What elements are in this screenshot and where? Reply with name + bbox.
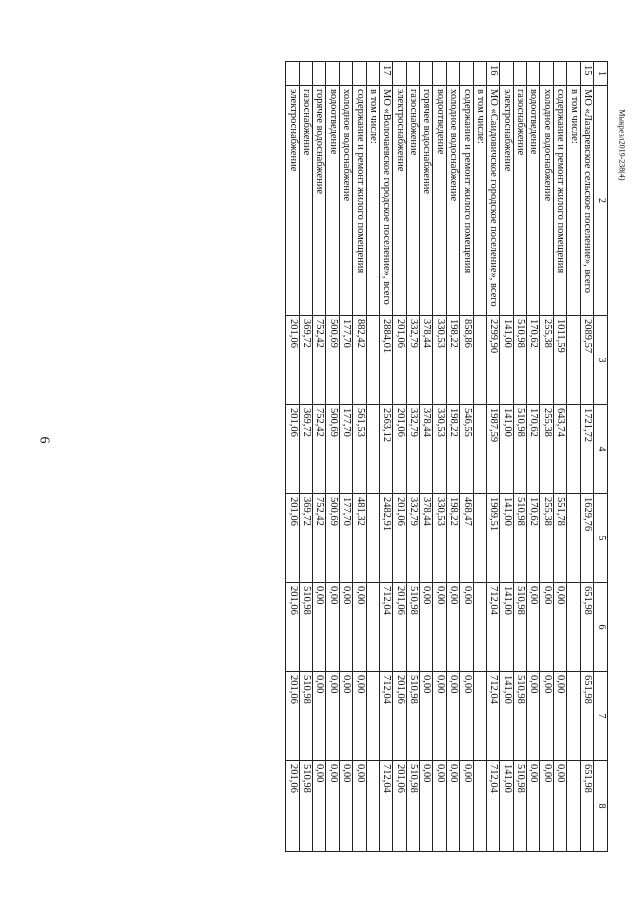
value-cell: 378,44 [420,405,433,494]
table-row [540,62,553,852]
row-label-cell: водоотведение [433,86,446,316]
value-cell: 0,00 [353,583,366,672]
value-cell: 546,55 [460,405,473,494]
table-row [326,62,339,852]
value-cell: 0,00 [353,761,366,852]
column-header: 7 [594,672,608,761]
value-cell [473,761,486,852]
value-cell: 369,72 [299,405,312,494]
value-cell: 858,86 [460,316,473,405]
value-cell: 201,06 [286,316,299,405]
table-row [339,62,352,852]
value-cell: 752,42 [313,316,326,405]
value-cell [473,405,486,494]
table-row [567,62,580,852]
row-label-cell: горячее водоснабжение [420,86,433,316]
row-label-cell: содержание и ремонт жилого помещения [460,86,473,316]
value-cell: 0,00 [446,672,459,761]
table-row [353,62,366,852]
column-header: 1 [594,62,608,86]
row-number-cell: 15 [580,62,593,86]
value-cell: 332,79 [406,316,419,405]
row-label-cell: МО «Саидовичское городское поселение», всего [487,86,500,316]
value-cell: 378,44 [420,316,433,405]
value-cell: 255,38 [540,316,553,405]
row-label-cell: водоотведение [527,86,540,316]
value-cell: 0,00 [460,583,473,672]
row-label-cell: содержание и ремонт жилого помещения [353,86,366,316]
value-cell: 177,70 [339,316,352,405]
table-row [313,62,326,852]
value-cell: 712,04 [380,761,393,852]
value-cell: 141,00 [500,761,513,852]
row-number-cell [567,62,580,86]
row-label-cell: МО «Волочаевское городское поселение», всего [380,86,393,316]
table-container [96,61,608,851]
row-number-cell [433,62,446,86]
value-cell: 201,06 [393,672,406,761]
document-reference-text: Мыкрезл2019-238(4) [617,109,627,181]
value-cell: 752,42 [313,405,326,494]
value-cell [366,316,379,405]
row-number-cell [326,62,339,86]
value-cell: 332,79 [406,405,419,494]
value-cell: 0,00 [420,583,433,672]
document-reference [612,50,632,240]
row-number-cell [339,62,352,86]
row-label-cell: газоснабжение [406,86,419,316]
column-header: 4 [594,405,608,494]
value-cell: 651,98 [580,672,593,761]
value-cell: 510,98 [299,761,312,852]
value-cell [567,761,580,852]
page-number: 6 [36,436,52,444]
rotated-table [96,61,608,851]
value-cell: 0,00 [313,672,326,761]
value-cell: 332,79 [406,494,419,583]
table-row [473,62,486,852]
value-cell: 500,69 [326,316,339,405]
value-cell: 712,04 [487,672,500,761]
value-cell: 0,00 [553,583,566,672]
value-cell: 0,00 [553,672,566,761]
value-cell: 141,00 [500,583,513,672]
value-cell: 712,04 [380,583,393,672]
value-cell: 201,06 [286,672,299,761]
value-cell: 0,00 [339,672,352,761]
value-cell: 170,62 [527,494,540,583]
value-cell: 0,00 [326,583,339,672]
value-cell: 201,06 [286,405,299,494]
column-header: 5 [594,494,608,583]
value-cell: 1721,72 [580,405,593,494]
value-cell: 1629,76 [580,494,593,583]
row-number-cell [393,62,406,86]
value-cell: 510,98 [406,583,419,672]
value-cell: 141,00 [500,316,513,405]
row-label-cell: МО «Лазаревское сельское поселение», всего [580,86,593,316]
value-cell: 255,38 [540,405,553,494]
table-row [286,62,299,852]
value-cell: 712,04 [380,672,393,761]
table-row [553,62,566,852]
value-cell [366,583,379,672]
value-cell: 643,74 [553,405,566,494]
value-cell: 0,00 [433,672,446,761]
value-cell: 0,00 [446,761,459,852]
row-number-cell [500,62,513,86]
value-cell [567,583,580,672]
row-number-cell [473,62,486,86]
value-cell: 201,06 [393,316,406,405]
value-cell: 201,06 [286,494,299,583]
row-label-cell: в том числе: [473,86,486,316]
table-row [366,62,379,852]
value-cell: 510,98 [299,672,312,761]
value-cell: 1011,59 [553,316,566,405]
row-number-cell [446,62,459,86]
value-cell: 369,72 [299,494,312,583]
value-cell: 0,00 [339,583,352,672]
value-cell: 500,69 [326,405,339,494]
value-cell: 0,00 [420,761,433,852]
value-cell [567,672,580,761]
row-label-cell: горячее водоснабжение [313,86,326,316]
value-cell: 198,22 [446,494,459,583]
value-cell: 1987,59 [487,405,500,494]
value-cell: 510,98 [513,316,526,405]
value-cell: 510,98 [513,583,526,672]
table-row [406,62,419,852]
row-number-cell [313,62,326,86]
value-cell: 0,00 [527,583,540,672]
table-row [446,62,459,852]
value-cell: 0,00 [339,761,352,852]
row-label-cell: газоснабжение [513,86,526,316]
value-cell: 510,98 [513,672,526,761]
row-label-cell: содержание и ремонт жилого помещения [553,86,566,316]
value-cell: 141,00 [500,494,513,583]
table-row [513,62,526,852]
value-cell [473,494,486,583]
row-number-cell [366,62,379,86]
value-cell: 369,72 [299,316,312,405]
value-cell: 0,00 [460,761,473,852]
value-cell: 0,00 [540,761,553,852]
value-cell: 510,98 [406,672,419,761]
value-cell: 712,04 [487,761,500,852]
value-cell: 201,06 [393,494,406,583]
row-label-cell: холодное водоснабжение [446,86,459,316]
value-cell: 255,38 [540,494,553,583]
value-cell: 0,00 [446,583,459,672]
value-cell [366,761,379,852]
value-cell [473,316,486,405]
value-cell [366,494,379,583]
table-row [420,62,433,852]
value-cell: 0,00 [313,583,326,672]
value-cell: 201,06 [393,405,406,494]
value-cell: 177,70 [339,494,352,583]
value-cell: 882,42 [353,316,366,405]
value-cell: 0,00 [527,761,540,852]
value-cell [366,672,379,761]
value-cell: 2089,57 [580,316,593,405]
header-row [594,62,608,852]
row-number-cell [540,62,553,86]
row-number-cell [553,62,566,86]
value-cell: 170,62 [527,316,540,405]
value-cell: 198,22 [446,405,459,494]
table-row [393,62,406,852]
value-cell: 510,98 [406,761,419,852]
value-cell: 170,62 [527,405,540,494]
value-cell: 141,00 [500,405,513,494]
value-cell: 0,00 [326,672,339,761]
value-cell: 330,53 [433,405,446,494]
row-number-cell: 17 [380,62,393,86]
value-cell: 330,53 [433,494,446,583]
value-cell: 481,32 [353,494,366,583]
value-cell: 500,69 [326,494,339,583]
value-cell: 141,00 [500,672,513,761]
row-label-cell: газоснабжение [299,86,312,316]
value-cell [567,316,580,405]
table-row [380,62,393,852]
value-cell: 2299,90 [487,316,500,405]
table-row [487,62,500,852]
data-table [285,61,608,852]
row-label-cell: электроснабжение [500,86,513,316]
value-cell: 551,78 [553,494,566,583]
row-label-cell: в том числе: [366,86,379,316]
row-number-cell [299,62,312,86]
row-label-cell: в том числе: [567,86,580,316]
column-header: 6 [594,583,608,672]
table-row [527,62,540,852]
row-number-cell: 16 [487,62,500,86]
value-cell: 330,53 [433,316,446,405]
value-cell: 468,47 [460,494,473,583]
value-cell: 0,00 [326,761,339,852]
value-cell: 2482,91 [380,494,393,583]
table-row [433,62,446,852]
value-cell: 0,00 [353,672,366,761]
value-cell [366,405,379,494]
value-cell: 1909,51 [487,494,500,583]
column-header: 2 [594,86,608,316]
table-row [460,62,473,852]
row-number-cell [286,62,299,86]
value-cell: 752,42 [313,494,326,583]
value-cell: 201,06 [286,761,299,852]
value-cell: 0,00 [540,583,553,672]
table-row [299,62,312,852]
row-label-cell: электроснабжение [393,86,406,316]
value-cell: 510,98 [299,583,312,672]
value-cell: 0,00 [433,583,446,672]
row-number-cell [420,62,433,86]
table-row [500,62,513,852]
value-cell [567,494,580,583]
value-cell: 198,22 [446,316,459,405]
value-cell: 0,00 [420,672,433,761]
value-cell: 510,98 [513,494,526,583]
value-cell: 2884,01 [380,316,393,405]
value-cell [567,405,580,494]
value-cell [473,672,486,761]
value-cell: 2563,12 [380,405,393,494]
value-cell: 651,98 [580,583,593,672]
table-row [580,62,593,852]
row-label-cell: холодное водоснабжение [540,86,553,316]
column-header: 8 [594,761,608,852]
value-cell: 201,06 [393,583,406,672]
row-label-cell: холодное водоснабжение [339,86,352,316]
row-number-cell [513,62,526,86]
row-number-cell [460,62,473,86]
value-cell: 0,00 [527,672,540,761]
value-cell: 712,04 [487,583,500,672]
value-cell: 378,44 [420,494,433,583]
value-cell: 201,06 [286,583,299,672]
row-label-cell: водоотведение [326,86,339,316]
value-cell: 201,06 [393,761,406,852]
value-cell [473,583,486,672]
value-cell: 561,53 [353,405,366,494]
row-number-cell [527,62,540,86]
value-cell: 510,98 [513,761,526,852]
value-cell: 0,00 [553,761,566,852]
value-cell: 651,98 [580,761,593,852]
value-cell: 0,00 [313,761,326,852]
column-header: 3 [594,316,608,405]
value-cell: 0,00 [460,672,473,761]
row-number-cell [406,62,419,86]
value-cell: 0,00 [433,761,446,852]
value-cell: 0,00 [540,672,553,761]
value-cell: 510,98 [513,405,526,494]
value-cell: 177,70 [339,405,352,494]
row-label-cell: электроснабжение [286,86,299,316]
row-number-cell [353,62,366,86]
